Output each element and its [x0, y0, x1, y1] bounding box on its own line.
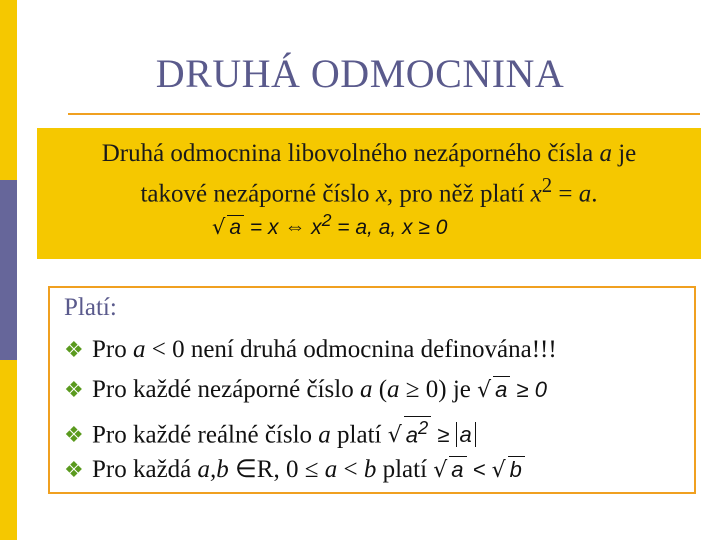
side-bar-middle — [0, 180, 17, 360]
rule-item: ❖ Pro a < 0 není druhá odmocnina definována!!! — [64, 336, 557, 363]
rule-item: ❖ Pro každé nezáporné číslo a (a ≥ 0) je √ a ≥ 0 — [64, 376, 547, 403]
rules-box — [48, 286, 696, 494]
rule-item: ❖ Pro každá a,b ∈R, 0 ≤ a < b platí √ a < √ b — [64, 454, 525, 484]
sqrt-formula: √ a ≥ 0 — [477, 377, 547, 403]
definition-line-1: Druhá odmocnina libovolného nezáporného čísla a je — [101, 140, 637, 167]
diamond-bullet-icon: ❖ — [64, 457, 84, 482]
diamond-bullet-icon: ❖ — [64, 377, 84, 402]
definition-box — [37, 128, 701, 259]
title-underline — [68, 113, 700, 115]
definition-formula: √ a = x ⇔ $x^2 = a$, a, x ≥ 0 — [212, 210, 448, 239]
sqrt-abs-formula: √ $a^2 \ge a$ — [388, 422, 476, 447]
definition-line-2: takové nezáporné číslo x, pro něž platí $x^2 = a$. — [140, 173, 598, 208]
diamond-bullet-icon: ❖ — [64, 422, 84, 448]
sqrt-compare-formula: √ a < √ b — [433, 457, 525, 482]
rules-heading: Platí: — [64, 294, 117, 321]
side-bar-bottom — [0, 360, 17, 540]
slide-title: DRUHÁ ODMOCNINA — [155, 51, 565, 96]
diamond-bullet-icon: ❖ — [64, 337, 84, 362]
rule-item: ❖ Pro každé reálné číslo a platí √ $a^2 \ge a$ — [64, 416, 476, 449]
